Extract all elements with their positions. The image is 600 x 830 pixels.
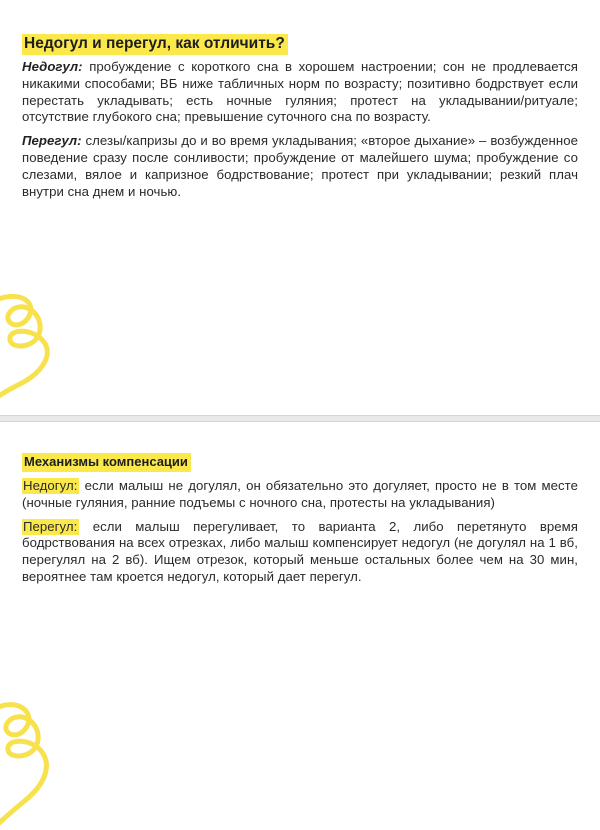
section-1-body [22,59,578,200]
yellow-squiggle-decoration [0,700,80,830]
compensation-paragraph [22,519,578,586]
compensation-text: если малыш перегуливает, то варианта 2, либо перетянуто время бодрствования на всех отрезках, либо малыш компенсирует недогул (не догулял на 1 вб, перегулял на 2 вб). Ищем отрезок, который меньше остальных более чем на 30 мин, вероятнее там кроется недогул, который дает перегул. [22,518,578,584]
section-2-title: Механизмы компенсации [22,453,191,472]
term-label-highlighted: Перегул: [23,518,78,534]
definition-text: пробуждение с короткого сна в хорошем настроении; сон не продлевается никакими способами; ВБ ниже табличных норм по возрасту; позитивно бодрствует если перестать укладывать; есть ночные гуляния; протест на укладывании/ритуале; отсутствие глубокого сна; превышение суточного сна по возрасту. [22,59,578,125]
section-1-title: Недогул и перегул, как отличить? [22,34,288,55]
yellow-squiggle-decoration [0,288,80,413]
section-2-body [22,478,578,586]
compensation-paragraph [22,478,578,512]
definition-paragraph [22,133,578,200]
term-label: Недогул: [22,59,83,74]
definition-text: слезы/капризы до и во время укладывания; «второе дыхание» – возбужденное поведение сразу после сонливости; пробуждение от малейшего шума; пробуждение со слезами, вялое и капризное бодрствование; протест при укладывании; резкий плач внутри сна днем и ночью. [22,133,578,199]
term-label-highlighted: Недогул: [23,478,78,493]
term-label: Перегул: [22,133,82,149]
compensation-text: если малыш не догулял, он обязательно это догуляет, просто не в том месте (ночные гуляния, ранние подъемы с ночного сна, протесты на укладывания) [22,478,578,510]
page-separator [0,415,600,422]
definition-paragraph [22,59,578,126]
